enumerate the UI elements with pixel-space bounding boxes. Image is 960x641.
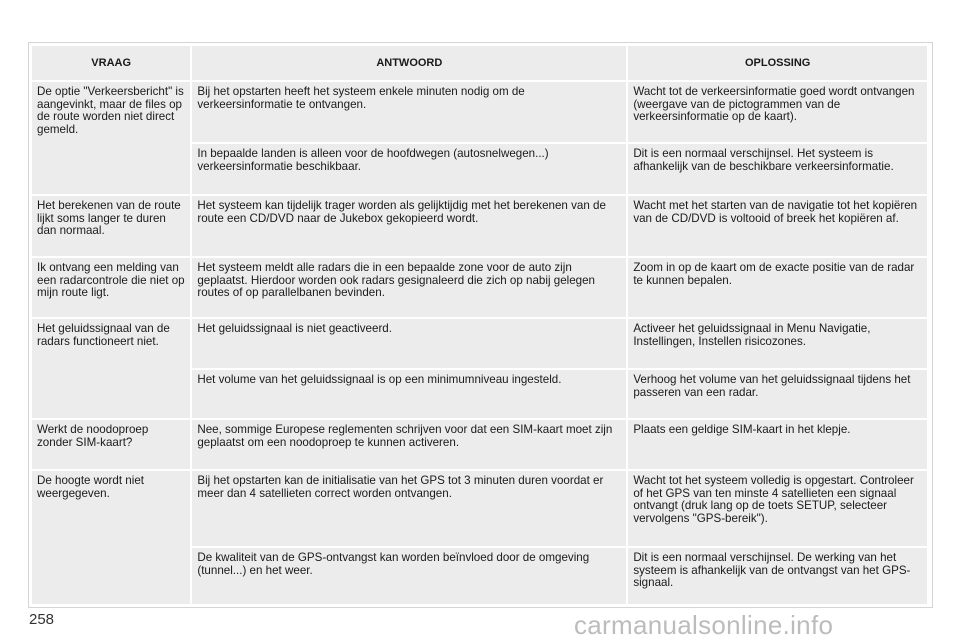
faq-table <box>30 44 929 606</box>
oplossing-cell: Wacht met het starten van de navigatie tot het kopiëren van de CD/DVD is voltooid of breek het kopiëren af. <box>628 196 927 256</box>
antwoord-cell: Het geluidssignaal is niet geactiveerd. <box>192 319 626 368</box>
antwoord-cell: Nee, sommige Europese reglementen schrijven voor dat een SIM-kaart moet zijn geplaatst om een noodoproep te kunnen activeren. <box>192 420 626 469</box>
vraag-cell: Werkt de noodoproep zonder SIM-kaart? <box>32 420 190 469</box>
vraag-cell: Het geluidssignaal van de radars functioneert niet. <box>32 319 190 418</box>
oplossing-cell: Wacht tot het systeem volledig is opgestart. Controleer of het GPS van ten minste 4 satellieten een signaal ontvangt (druk lang op de toets SETUP, selecteer vervolgens "GPS-bereik"). <box>628 471 927 546</box>
antwoord-cell: Het systeem kan tijdelijk trager worden als gelijktijdig met het berekenen van de route een CD/DVD naar de Jukebox gekopieerd wordt. <box>192 196 626 256</box>
vraag-cell: De optie "Verkeersbericht" is aangevinkt, maar de files op de route worden niet direct gemeld. <box>32 82 190 194</box>
page-number: 258 <box>29 611 55 628</box>
header-row <box>32 46 927 80</box>
antwoord-cell: Het systeem meldt alle radars die in een bepaalde zone voor de auto zijn geplaatst. Hierdoor worden ook radars gesignaleerd die zich op nabij gelegen routes of op parallelbanen bevinden. <box>192 258 626 317</box>
table-row <box>32 319 927 368</box>
header-oplossing: OPLOSSING <box>628 46 927 80</box>
oplossing-cell: Verhoog het volume van het geluidssignaal tijdens het passeren van een radar. <box>628 370 927 418</box>
antwoord-cell: De kwaliteit van de GPS-ontvangst kan worden beïnvloed door de omgeving (tunnel...) en het weer. <box>192 548 626 604</box>
oplossing-cell: Wacht tot de verkeersinformatie goed wordt ontvangen (weergave van de pictogrammen van de verkeersinformatie op de kaart). <box>628 82 927 142</box>
vraag-cell: Ik ontvang een melding van een radarcontrole die niet op mijn route ligt. <box>32 258 190 317</box>
watermark: carmanualsonline.info <box>574 610 834 640</box>
table-row <box>32 258 927 317</box>
antwoord-cell: In bepaalde landen is alleen voor de hoofdwegen (autosnelwegen...) verkeersinformatie beschikbaar. <box>192 144 626 194</box>
table-row <box>32 196 927 256</box>
oplossing-cell: Plaats een geldige SIM-kaart in het klepje. <box>628 420 927 469</box>
oplossing-cell: Activeer het geluidssignaal in Menu Navigatie, Instellingen, Instellen risicozones. <box>628 319 927 368</box>
table-row <box>32 82 927 142</box>
vraag-cell: Het berekenen van de route lijkt soms langer te duren dan normaal. <box>32 196 190 256</box>
oplossing-cell: Zoom in op de kaart om de exacte positie van de radar te kunnen bepalen. <box>628 258 927 317</box>
table-row <box>32 420 927 469</box>
oplossing-cell: Dit is een normaal verschijnsel. Het systeem is afhankelijk van de beschikbare verkeersinformatie. <box>628 144 927 194</box>
table-row <box>32 471 927 546</box>
header-antwoord: ANTWOORD <box>192 46 626 80</box>
header-vraag: VRAAG <box>32 46 190 80</box>
vraag-cell: De hoogte wordt niet weergegeven. <box>32 471 190 604</box>
antwoord-cell: Het volume van het geluidssignaal is op een minimumniveau ingesteld. <box>192 370 626 418</box>
oplossing-cell: Dit is een normaal verschijnsel. De werking van het systeem is afhankelijk van de ontvangst van het GPS-signaal. <box>628 548 927 604</box>
antwoord-cell: Bij het opstarten kan de initialisatie van het GPS tot 3 minuten duren voordat er meer dan 4 satellieten correct worden ontvangen. <box>192 471 626 546</box>
antwoord-cell: Bij het opstarten heeft het systeem enkele minuten nodig om de verkeersinformatie te ontvangen. <box>192 82 626 142</box>
